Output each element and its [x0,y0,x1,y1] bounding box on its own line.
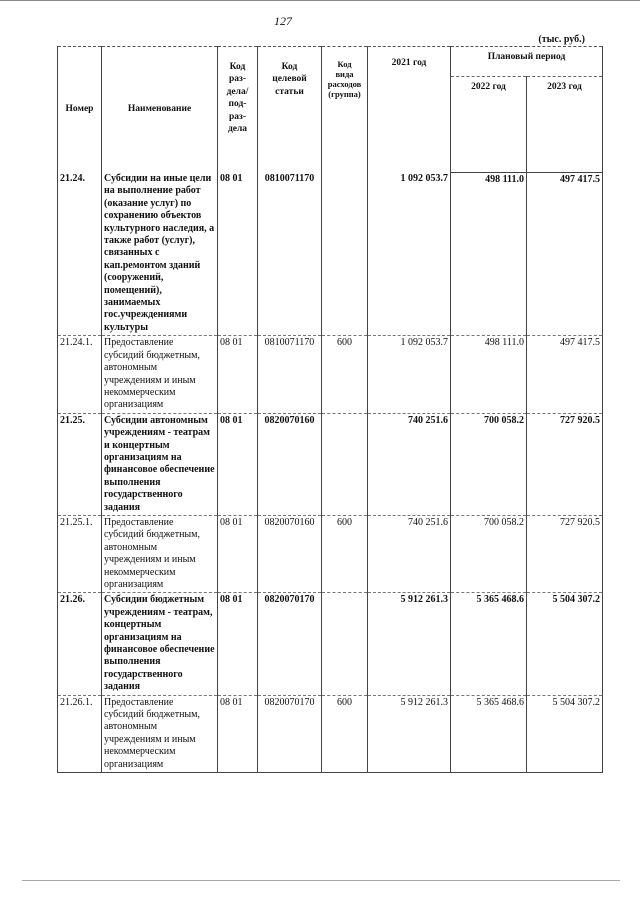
row-value-2023: 5 504 307.2 [527,695,603,772]
header-expense: Код вида расходов (группа) [322,47,368,173]
row-section: 08 01 [218,515,258,592]
row-value-2021: 5 912 261.3 [368,593,451,695]
row-expense: 600 [322,336,368,413]
row-name: Предоставление субсидий бюджетным, автономным учреждениям и иным некоммерческим организациям [102,515,218,592]
row-value-2021: 5 912 261.3 [368,695,451,772]
row-name: Предоставление субсидий бюджетным, автономным учреждениям и иным некоммерческим организациям [102,336,218,413]
row-section: 08 01 [218,413,258,515]
header-number: Номер [58,47,102,173]
row-target: 0820070160 [258,515,322,592]
row-expense [322,413,368,515]
header-target: Код целевой статьи [258,47,322,173]
header-planned-period: Плановый период [451,47,603,77]
row-value-2022: 700 058.2 [451,413,527,515]
header-2021: 2021 год [368,47,451,173]
budget-table [57,46,603,773]
row-value-2023: 5 504 307.2 [527,593,603,695]
table-row [58,695,603,772]
row-value-2022: 5 365 468.6 [451,593,527,695]
row-name: Субсидии на иные цели на выполнение работ (оказание услуг) по сохранению объектов культурного наследия, а также работ (услуг), связанных с кап.ремонтом зданий (сооружений, помещений), занимаемых гос.учреждениями культуры [102,172,218,336]
header-section: Код раз- дела/ под- раз- дела [218,47,258,173]
row-target: 0820070170 [258,593,322,695]
row-number: 21.24. [58,172,102,336]
row-expense: 600 [322,695,368,772]
row-number: 21.24.1. [58,336,102,413]
row-value-2023: 727 920.5 [527,413,603,515]
row-section: 08 01 [218,336,258,413]
table-body [58,172,603,773]
row-number: 21.25.1. [58,515,102,592]
row-expense [322,593,368,695]
header-2022: 2022 год [451,76,527,172]
row-value-2021: 1 092 053.7 [368,172,451,336]
row-name: Субсидии автономным учреждениям - театрам и концертным организациям на финансовое обеспечение выполнения государственного задания [102,413,218,515]
row-value-2021: 740 251.6 [368,515,451,592]
row-number: 21.25. [58,413,102,515]
row-value-2021: 1 092 053.7 [368,336,451,413]
row-expense: 600 [322,515,368,592]
row-section: 08 01 [218,695,258,772]
table-row [58,336,603,413]
bottom-rule [22,880,620,881]
row-value-2022: 5 365 468.6 [451,695,527,772]
row-name: Предоставление субсидий бюджетным, автономным учреждениям и иным некоммерческим организациям [102,695,218,772]
row-target: 0810071170 [258,172,322,336]
row-value-2023: 497 417.5 [527,336,603,413]
row-expense [322,172,368,336]
page-number: 127 [274,14,292,28]
table-row [58,593,603,695]
units-label: (тыс. руб.) [538,34,585,45]
header-name: Наименование [102,47,218,173]
row-value-2023: 497 417.5 [527,172,603,336]
top-rule [0,0,640,1]
table-row [58,172,603,336]
row-section: 08 01 [218,593,258,695]
row-target: 0820070160 [258,413,322,515]
row-target: 0820070170 [258,695,322,772]
header-2023: 2023 год [527,76,603,172]
row-number: 21.26.1. [58,695,102,772]
row-name: Субсидии бюджетным учреждениям - театрам, концертным организациям на финансовое обеспечение выполнения государственного задания [102,593,218,695]
row-value-2022: 700 058.2 [451,515,527,592]
row-value-2021: 740 251.6 [368,413,451,515]
row-value-2022: 498 111.0 [451,336,527,413]
table-row [58,413,603,515]
row-number: 21.26. [58,593,102,695]
row-section: 08 01 [218,172,258,336]
table-row [58,515,603,592]
row-target: 0810071170 [258,336,322,413]
table-header [58,47,603,173]
row-value-2022: 498 111.0 [451,172,527,336]
row-value-2023: 727 920.5 [527,515,603,592]
